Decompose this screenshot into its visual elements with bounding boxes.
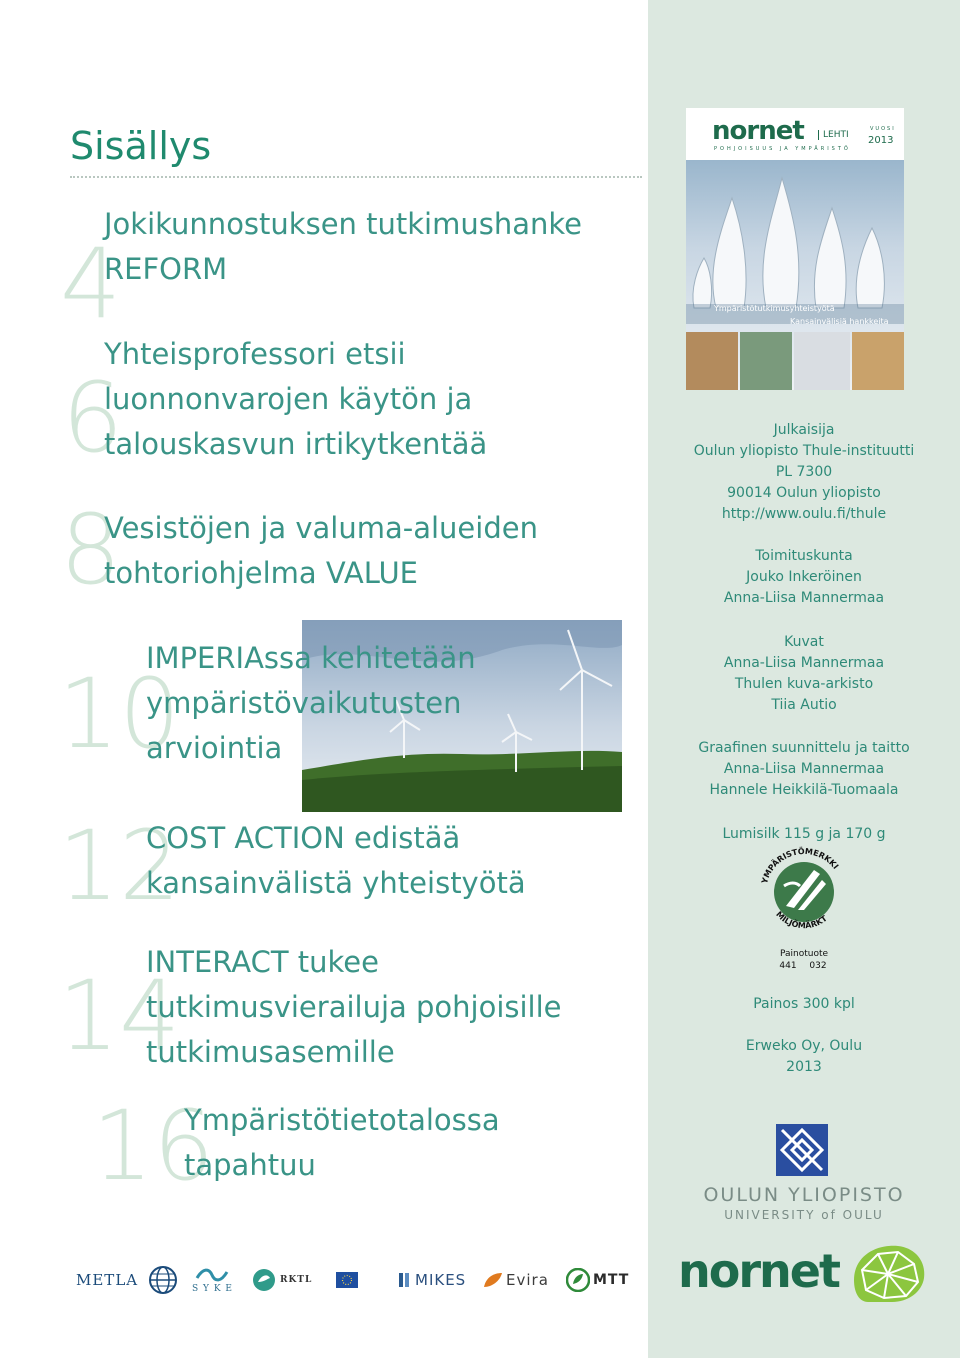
publisher-url[interactable]: http://www.oulu.fi/thule	[721, 506, 887, 522]
toc-title-line: REFORM	[104, 252, 228, 286]
toc-title	[184, 1098, 500, 1188]
publisher-name: Oulun yliopisto Thule-instituutti	[693, 443, 915, 459]
toc-title-line: tutkimusasemille	[146, 1035, 395, 1069]
cover-lehti-label: LEHTI	[818, 130, 849, 140]
toc-page-number: 8	[60, 494, 122, 606]
syke-logo-text: S Y K E	[192, 1284, 233, 1294]
toc-title-line: tutkimusvierailuja pohjoisille	[146, 990, 562, 1024]
toc-title	[146, 940, 562, 1075]
nornet-shell-icon	[848, 1240, 928, 1308]
photo-credit: Thulen kuva-arkisto	[734, 676, 874, 692]
toc-page-number: 12	[58, 810, 181, 922]
toc-title-line: arviointia	[146, 731, 283, 765]
evira-logo-text: Evira	[506, 1271, 549, 1289]
toc-title-line: Yhteisprofessori etsii	[104, 337, 406, 371]
university-subtitle: UNIVERSITY of OULU	[724, 1208, 884, 1222]
editorial-member: Anna-Liisa Mannermaa	[723, 590, 885, 606]
mtt-logo-text: MTT	[593, 1272, 630, 1288]
syke-logo[interactable]	[192, 1252, 233, 1308]
editorial-board	[648, 546, 960, 609]
syke-wave-icon	[195, 1266, 229, 1284]
metla-logo-text: METLA	[76, 1271, 139, 1289]
title-divider	[70, 176, 642, 178]
swan-ecolabel-icon	[756, 846, 852, 974]
photo-credit: Tiia Autio	[771, 697, 837, 713]
printer-info	[648, 1036, 960, 1078]
partner-logos	[72, 1252, 632, 1308]
toc-page-number: 10	[58, 658, 181, 770]
toc-title	[104, 332, 487, 467]
eu-flag-icon	[336, 1272, 358, 1288]
cover-tagline: POHJOISUUS JA YMPÄRISTÖ	[714, 146, 851, 152]
nornet-logo-text[interactable]: nornet	[678, 1244, 839, 1298]
toc-page-number: 14	[58, 960, 181, 1072]
metla-logo[interactable]	[76, 1252, 138, 1308]
rktl-logo[interactable]	[252, 1252, 312, 1308]
globe-logo[interactable]	[148, 1252, 178, 1308]
photos-label: Kuvat	[784, 634, 824, 650]
design-label: Graafinen suunnittelu ja taitto	[698, 740, 910, 756]
toc-title-line: Vesistöjen ja valuma-alueiden	[104, 511, 538, 545]
cover-year-label: VUOSI	[870, 126, 896, 132]
toc-title-line: IMPERIAssa kehitetään	[146, 641, 476, 675]
toc-page-number: 4	[60, 228, 122, 340]
print-run-text: Painos 300 kpl	[753, 996, 855, 1012]
mikes-logo-text: MIKES	[415, 1271, 467, 1289]
publisher-info	[648, 420, 960, 525]
cover-logo: nornet	[712, 116, 804, 146]
eu-flag-logo[interactable]	[336, 1252, 358, 1308]
printer-name: Erweko Oy, Oulu	[745, 1038, 863, 1054]
toc-title-line: kansainvälistä yhteistyötä	[146, 866, 526, 900]
design-credit: Anna-Liisa Mannermaa	[723, 761, 885, 777]
printer-year: 2013	[786, 1059, 822, 1075]
toc-title	[104, 506, 538, 596]
paper-info	[648, 824, 960, 845]
evira-leaf-icon	[482, 1271, 504, 1289]
university-emblem[interactable]	[776, 1124, 828, 1176]
university-name: OULUN YLIOPISTO	[703, 1184, 905, 1206]
ecolabel-code-1: 441	[779, 961, 797, 971]
toc-title-line: ympäristövaikutusten	[146, 686, 462, 720]
toc-title-line: luonnonvarojen käytön ja	[104, 382, 473, 416]
fish-icon	[252, 1268, 276, 1292]
rktl-logo-text: RKTL	[280, 1275, 313, 1285]
print-run	[648, 994, 960, 1015]
photo-credit: Anna-Liisa Mannermaa	[723, 655, 885, 671]
toc-title	[146, 636, 476, 771]
design-credit: Hannele Heikkilä-Tuomaala	[709, 782, 899, 798]
toc-title-line: COST ACTION edistää	[146, 821, 461, 855]
design-credits	[648, 738, 960, 801]
mikes-logo[interactable]	[398, 1252, 466, 1308]
ecolabel-caption: Painotuote	[779, 949, 829, 959]
toc-title-line: talouskasvun irtikytkentää	[104, 427, 488, 461]
toc-title	[104, 202, 582, 292]
editorial-label: Toimituskunta	[755, 548, 853, 564]
paper-text: Lumisilk 115 g ja 170 g	[722, 826, 886, 842]
evira-logo[interactable]	[482, 1252, 549, 1308]
mtt-leaf-icon	[566, 1268, 590, 1292]
cover-headline-2: Kansainvälisiä hankkeita	[790, 317, 889, 326]
cover-year: 2013	[868, 135, 894, 146]
mikes-mark-icon	[398, 1271, 412, 1289]
page-title: Sisällys	[70, 124, 212, 168]
toc-title-line: tapahtuu	[184, 1148, 316, 1182]
toc-title-line: INTERACT tukee	[146, 945, 379, 979]
toc-title-line: Jokikunnostuksen tutkimushanke	[104, 207, 582, 241]
ecolabel-code-2: 032	[809, 961, 827, 971]
mtt-logo[interactable]	[566, 1252, 629, 1308]
nornet-mark	[848, 1240, 928, 1308]
ecolabel-top-text: YMPÄRISTÖMERKKI	[760, 846, 841, 885]
toc-page-number: 6	[62, 362, 124, 474]
nordic-ecolabel	[756, 846, 852, 974]
ecolabel-bottom-text: MILJÖMÄRKT	[774, 909, 829, 931]
photo-credits	[648, 632, 960, 716]
globe-icon	[148, 1265, 178, 1295]
publisher-postal: 90014 Oulun yliopisto	[727, 485, 881, 501]
magazine-cover[interactable]	[686, 108, 904, 390]
toc-title-line: tohtoriohjelma VALUE	[104, 556, 418, 590]
editorial-member: Jouko Inkeröinen	[746, 569, 862, 585]
toc-title-line: Ympäristötietotalossa	[184, 1103, 500, 1137]
publisher-label: Julkaisija	[773, 422, 835, 438]
toc-title	[146, 816, 526, 906]
toc-page-number: 16	[92, 1090, 215, 1202]
university-emblem-icon	[776, 1124, 828, 1176]
publisher-po-box: PL 7300	[775, 464, 833, 480]
cover-headline-1: Ympäristötutkimusyhteistyötä	[714, 304, 835, 313]
